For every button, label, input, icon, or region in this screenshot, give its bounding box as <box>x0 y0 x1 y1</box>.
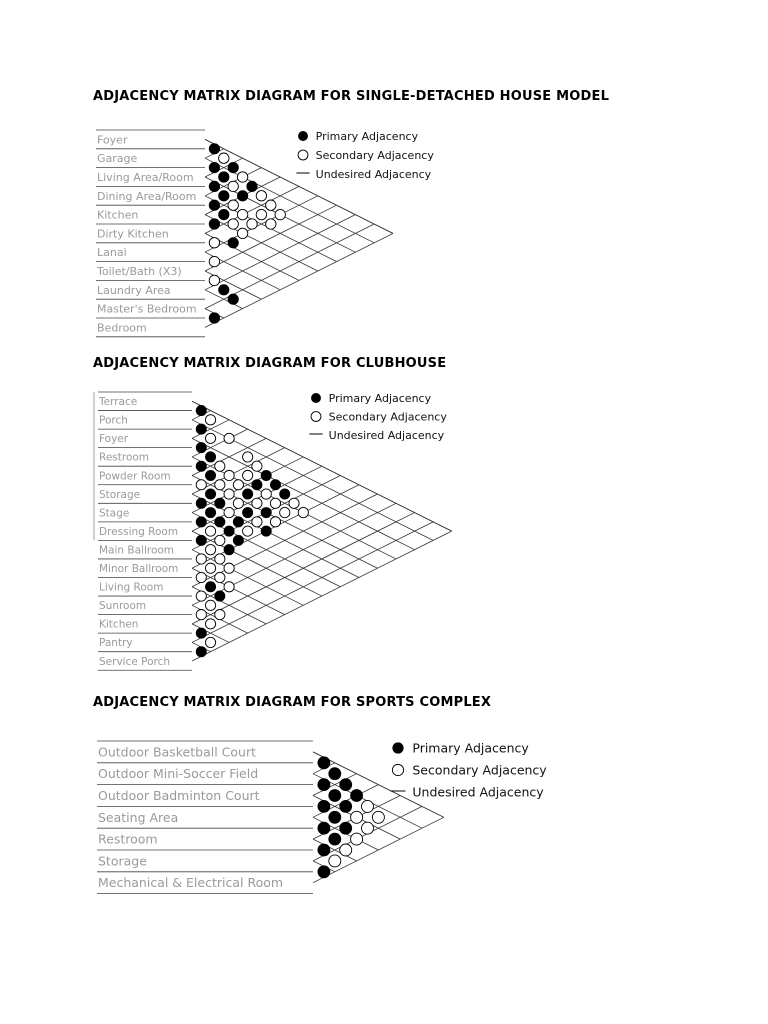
legend-undesired-label: Undesired Adjacency <box>328 428 445 442</box>
room-label-foyer: Foyer <box>99 433 129 446</box>
secondary-adjacency-marker <box>362 800 374 812</box>
legend-secondary-label: Secondary Adjacency <box>315 148 434 162</box>
primary-adjacency-marker <box>340 779 352 791</box>
legend-secondary-label: Secondary Adjacency <box>328 410 447 424</box>
legend-primary-label: Primary Adjacency <box>412 740 529 756</box>
room-label-powder-room: Powder Room <box>99 470 171 483</box>
primary-adjacency-marker <box>329 811 341 823</box>
diagram-title-sports-complex: ADJACENCY MATRIX DIAGRAM FOR SPORTS COMPLEX <box>93 695 492 710</box>
room-label-seating-area: Seating Area <box>98 809 179 825</box>
diagram-title-house: ADJACENCY MATRIX DIAGRAM FOR SINGLE-DETACHED HOUSE MODEL <box>93 89 610 104</box>
room-label-restroom: Restroom <box>98 831 158 847</box>
primary-adjacency-marker <box>340 800 352 812</box>
primary-adjacency-marker <box>340 822 352 834</box>
primary-adjacency-marker <box>318 779 330 791</box>
room-label-storage: Storage <box>99 488 141 501</box>
legend-undesired-label: Undesired Adjacency <box>412 784 544 800</box>
primary-adjacency-marker <box>329 790 341 802</box>
secondary-adjacency-marker <box>329 855 341 867</box>
primary-adjacency-marker <box>351 790 363 802</box>
room-label-toilet-bath-x3: Toilet/Bath (X3) <box>97 264 182 278</box>
primary-adjacency-marker <box>329 833 341 845</box>
primary-adjacency-marker <box>318 757 330 769</box>
room-label-living-area-room: Living Area/Room <box>97 170 194 184</box>
room-label-porch: Porch <box>99 414 128 427</box>
room-label-storage: Storage <box>98 853 147 869</box>
room-label-garage: Garage <box>97 152 138 166</box>
primary-adjacency-marker <box>318 800 330 812</box>
room-label-outdoor-badminton-court: Outdoor Badminton Court <box>98 788 260 803</box>
room-label-main-ballroom: Main Ballroom <box>99 544 175 557</box>
room-label-stage: Stage <box>99 507 130 520</box>
legend-secondary-label: Secondary Adjacency <box>412 762 547 778</box>
legend-primary-label: Primary Adjacency <box>328 391 432 405</box>
primary-adjacency-marker <box>318 844 330 856</box>
secondary-adjacency-marker <box>340 844 352 856</box>
room-label-dirty-kitchen: Dirty Kitchen <box>97 227 169 241</box>
room-label-outdoor-basketball-court: Outdoor Basketball Court <box>98 744 256 760</box>
primary-adjacency-marker <box>329 768 341 780</box>
room-label-dressing-room: Dressing Room <box>99 525 179 538</box>
secondary-adjacency-marker <box>351 833 363 845</box>
primary-adjacency-marker <box>318 866 330 878</box>
diagram-title-clubhouse: ADJACENCY MATRIX DIAGRAM FOR CLUBHOUSE <box>93 356 447 371</box>
legend-secondary-icon <box>392 764 403 775</box>
room-label-service-porch: Service Porch <box>99 655 171 668</box>
secondary-adjacency-marker <box>351 811 363 823</box>
room-label-kitchen: Kitchen <box>99 618 139 631</box>
room-label-laundry-area: Laundry Area <box>97 283 171 297</box>
room-label-dining-area-room: Dining Area/Room <box>97 189 197 203</box>
legend-primary-icon <box>392 742 403 753</box>
secondary-adjacency-marker <box>372 811 384 823</box>
room-label-lanai: Lanai <box>97 246 127 260</box>
room-label-bedroom: Bedroom <box>97 321 147 335</box>
secondary-adjacency-marker <box>362 822 374 834</box>
room-label-terrace: Terrace <box>99 396 138 409</box>
room-label-sunroom: Sunroom <box>99 600 147 613</box>
room-label-foyer: Foyer <box>97 133 128 147</box>
room-label-kitchen: Kitchen <box>97 208 139 222</box>
room-label-pantry: Pantry <box>99 637 133 650</box>
room-label-minor-ballroom: Minor Ballroom <box>99 563 179 576</box>
room-label-master-s-bedroom: Master's Bedroom <box>97 302 197 316</box>
room-label-restroom: Restroom <box>99 451 150 464</box>
legend-primary-label: Primary Adjacency <box>315 129 419 143</box>
room-label-outdoor-mini-soccer-field: Outdoor Mini-Soccer Field <box>98 766 259 782</box>
room-label-living-room: Living Room <box>99 581 164 594</box>
legend-undesired-label: Undesired Adjacency <box>315 167 432 181</box>
room-label-mechanical-electrical-room: Mechanical & Electrical Room <box>98 875 284 891</box>
primary-adjacency-marker <box>318 822 330 834</box>
